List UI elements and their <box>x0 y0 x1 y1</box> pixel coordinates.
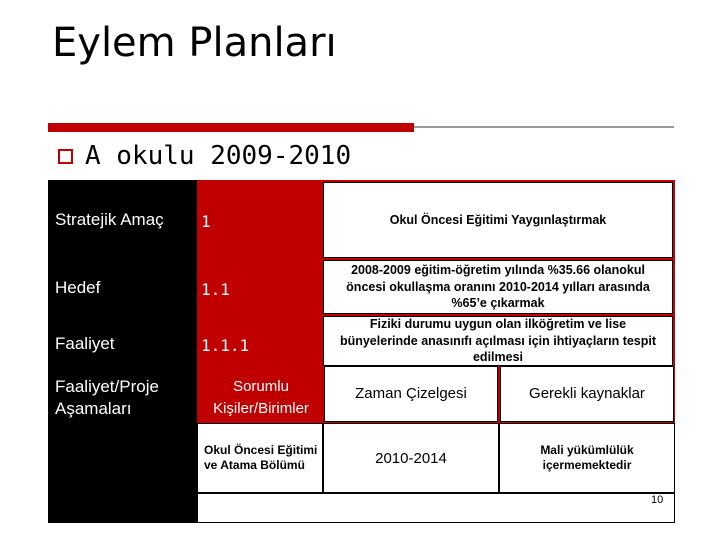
number-faaliyet: 1.1.1 <box>201 336 250 355</box>
stage-label-area <box>48 423 197 523</box>
title-rule-red <box>48 123 414 132</box>
label-faaliyet-proje: Faaliyet/Proje Aşamaları <box>55 377 159 419</box>
stage-resources <box>499 423 675 493</box>
label-stratejik-amac: Stratejik Amaç <box>55 210 164 229</box>
header-zaman <box>324 366 498 422</box>
action-plan-table <box>48 180 675 523</box>
target-text-content: 2008-2009 eğitim-öğretim yılında %35.66 olanokul öncesi okullaşma oranını 2010-2014 yılları arasında %65’e çıkarmak <box>346 262 650 311</box>
stage-time-text: 2010-2014 <box>375 449 447 467</box>
target-text <box>323 260 673 314</box>
header-kaynak-text: Gerekli kaynaklar <box>529 384 645 402</box>
page-title: Eylem Planları <box>52 20 337 66</box>
label-faaliyet: Faaliyet <box>55 334 115 353</box>
activity-text-content: Fiziki durumu uygun olan ilköğretim ve lise bünyelerinde anasınıfı açılması için ihtiyaçların tespit edilmesi <box>339 316 657 365</box>
stage-time <box>323 423 499 493</box>
stage-resources-text: Mali yükümlülük içermemektedir <box>540 443 634 472</box>
number-hedef: 1.1 <box>201 280 230 299</box>
number-stratejik-amac: 1 <box>201 212 211 231</box>
stage-responsible-text: Okul Öncesi Eğitimi ve Atama Bölümü <box>204 443 318 472</box>
page-number: 10 <box>651 494 664 506</box>
header-sorumlu: Sorumlu Kişiler/Birimler <box>213 378 309 417</box>
label-asama-1: Aşama 1 <box>116 446 188 466</box>
strategic-goal-text-content: Okul Öncesi Eğitimi Yaygınlaştırmak <box>389 212 607 227</box>
empty-row <box>197 493 675 523</box>
subtitle <box>58 141 351 171</box>
header-zaman-text: Zaman Çizelgesi <box>355 384 467 402</box>
header-kaynak <box>500 366 674 422</box>
label-hedef: Hedef <box>55 278 101 297</box>
title-rule-gray <box>414 126 674 128</box>
subtitle-text: A okulu 2009-2010 <box>85 141 352 171</box>
activity-text <box>323 316 673 366</box>
square-bullet-icon <box>58 149 73 164</box>
stage-responsible <box>197 423 323 493</box>
strategic-goal-text <box>323 182 673 258</box>
